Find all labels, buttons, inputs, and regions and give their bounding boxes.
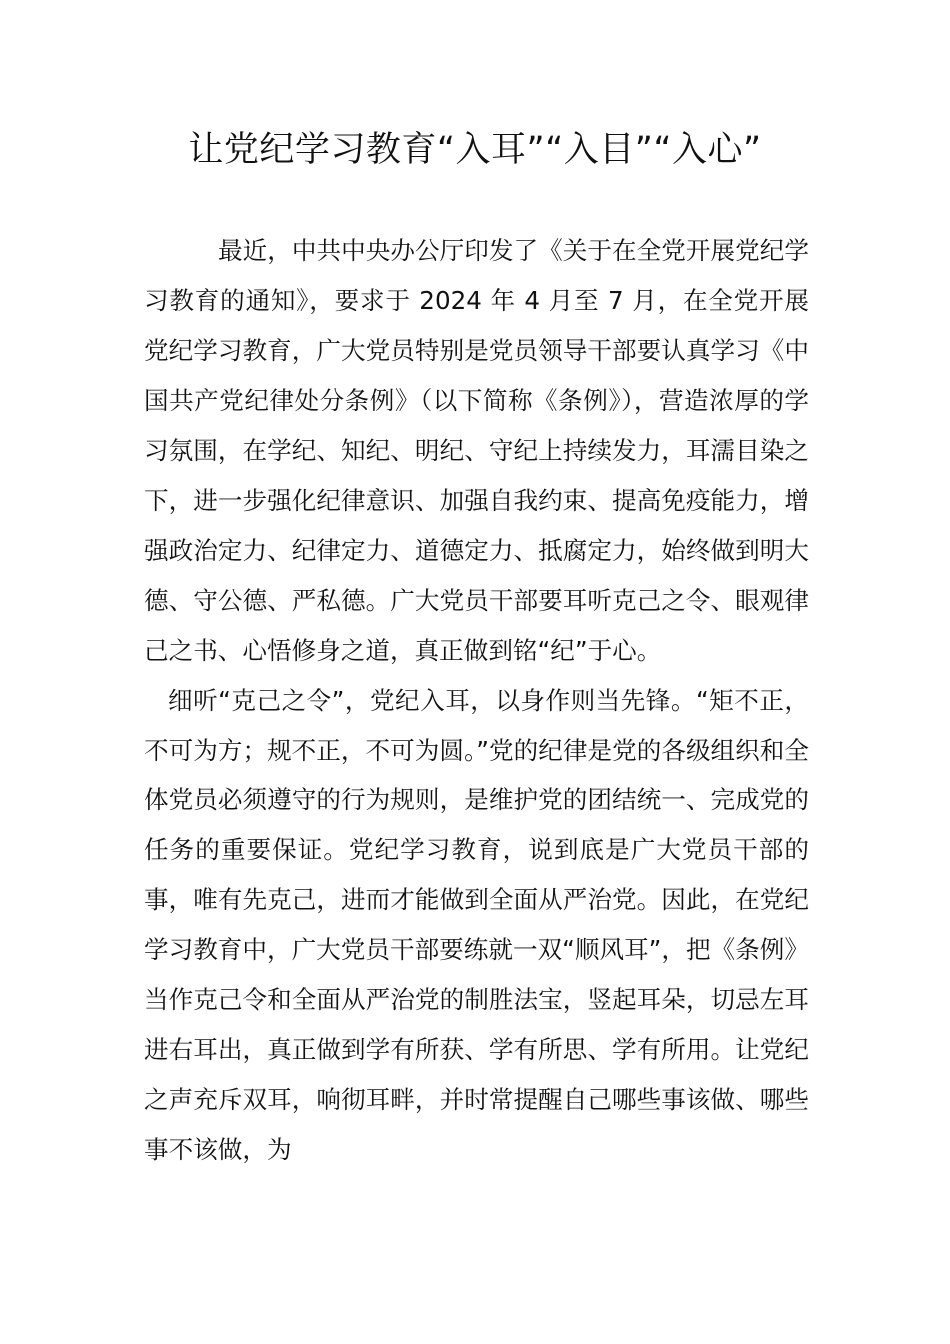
document-title: 让党纪学习教育“入耳”“入目”“入心”: [188, 130, 762, 170]
document-body: [144, 226, 809, 1175]
paragraph-2: 细听“克己之令”，党纪入耳，以身作则当先锋。“矩不正，不可为方；规不正，不可为圆。”党的纪律是党的各级组织和全体党员必须遵守的行为规则，是维护党的团结统一、完成党的任务的重要保证。党纪学习教育，说到底是广大党员干部的事，唯有先克己，进而才能做到全面从严治党。因此，在党纪学习教育中，广大党员干部要练就一双“顺风耳”，把《条例》当作克己令和全面从严治党的制胜法宝，竖起耳朵，切忌左耳进右耳出，真正做到学有所获、学有所思、学有所用。让党纪之声充斥双耳，响彻耳畔，并时常提醒自己哪些事该做、哪些事不该做，为: [144, 685, 809, 1165]
paragraph-1: 最近，中共中央办公厅印发了《关于在全党开展党纪学习教育的通知》，要求于 2024 年 4 月至 7 月，在全党开展党纪学习教育，广大党员特别是党员领导干部要认真学习《中国共产党纪律处分条例》（以下简称《条例》），营造浓厚的学习氛围，在学纪、知纪、明纪、守纪上持续发力，耳濡目染之下，进一步强化纪律意识、加强自我约束、提高免疫能力，增强政治定力、纪律定力、道德定力、抵腐定力，始终做到明大德、守公德、严私德。广大党员干部要耳听克己之令、眼观律己之书、心悟修身之道，真正做到铭“纪”于心。: [144, 236, 809, 665]
